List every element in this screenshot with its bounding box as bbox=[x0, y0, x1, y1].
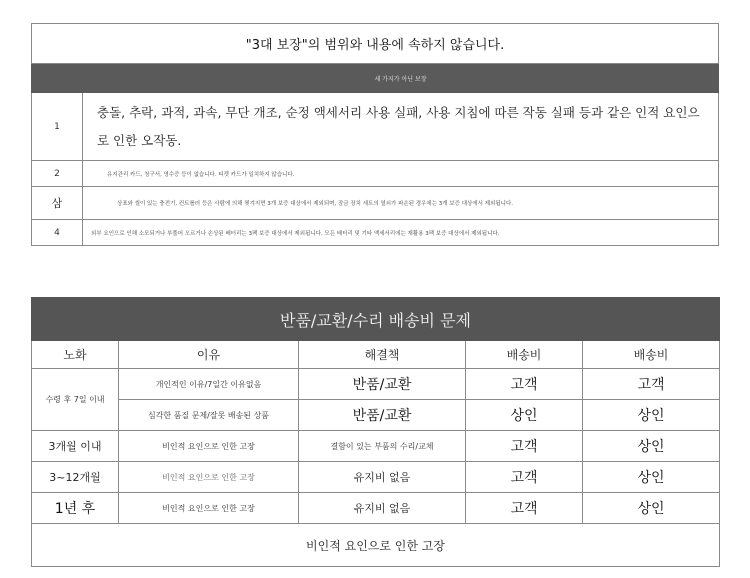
fee-cell: 고객 bbox=[466, 493, 583, 524]
table-title: "3대 보장"의 범위와 내용에 속하지 않습니다. bbox=[32, 24, 719, 64]
table-title-row bbox=[32, 24, 719, 64]
table-row bbox=[32, 431, 720, 462]
solution-cell: 반품/교환 bbox=[299, 400, 466, 431]
age-cell: 수령 후 7일 이내 bbox=[32, 369, 119, 431]
table-title-row bbox=[32, 298, 720, 341]
solution-cell: 반품/교환 bbox=[299, 369, 466, 400]
row-number: 2 bbox=[32, 161, 83, 187]
table-title: 반품/교환/수리 배송비 문제 bbox=[32, 298, 720, 341]
fee-cell: 상인 bbox=[583, 462, 720, 493]
age-cell: 3개월 이내 bbox=[32, 431, 119, 462]
table-row bbox=[32, 220, 719, 246]
solution-cell: 결함이 있는 부품의 수리/교체 bbox=[299, 431, 466, 462]
reason-cell: 심각한 품질 문제/잘못 배송된 상품 bbox=[119, 400, 299, 431]
table-row bbox=[32, 161, 719, 187]
reason-cell: 비인적 요인으로 인한 고장 bbox=[119, 462, 299, 493]
table-subheader-row bbox=[32, 64, 719, 93]
reason-cell: 비인적 요인으로 인한 고장 bbox=[119, 431, 299, 462]
table-row bbox=[32, 462, 720, 493]
table-row bbox=[32, 400, 720, 431]
solution-cell: 유지비 없음 bbox=[299, 493, 466, 524]
table-row bbox=[32, 369, 720, 400]
table-footer: 비인적 요인으로 인한 고장 bbox=[32, 524, 720, 567]
table-row bbox=[32, 493, 720, 524]
column-header-fee: 배송비 bbox=[466, 341, 583, 369]
column-header-age: 노화 bbox=[32, 341, 119, 369]
fee-cell: 상인 bbox=[583, 493, 720, 524]
row-number: 삼 bbox=[32, 187, 83, 220]
age-cell: 1년 후 bbox=[32, 493, 119, 524]
warranty-exclusions-table bbox=[31, 23, 719, 246]
shipping-fee-table bbox=[31, 297, 720, 567]
reason-cell: 비인적 요인으로 인한 고장 bbox=[119, 493, 299, 524]
subheader-blank bbox=[32, 64, 83, 93]
column-header-reason: 이유 bbox=[119, 341, 299, 369]
fee-cell: 고객 bbox=[583, 369, 720, 400]
row-number: 4 bbox=[32, 220, 83, 246]
column-header-fee: 배송비 bbox=[583, 341, 720, 369]
reason-cell: 개인적인 이유/7일간 이유없음 bbox=[119, 369, 299, 400]
row-text: 유지관리 카드, 청구서, 영수증 등이 없습니다. 티켓 카드가 일치하지 않습니다. bbox=[83, 161, 719, 187]
table-footer-row bbox=[32, 524, 720, 567]
fee-cell: 상인 bbox=[583, 400, 720, 431]
table-subheader: 세 가지가 아닌 보장 bbox=[83, 64, 719, 93]
row-text: 상표와 씰이 있는 충전기, 컨트롤러 등은 사람에 의해 찢겨지면 3개 보증 대상에서 제외되며, 잠금 장치 세트의 열쇠가 파손된 경우에는 3개 보증 대상에서 제외됩니다. bbox=[83, 187, 719, 220]
column-header-row bbox=[32, 341, 720, 369]
fee-cell: 고객 bbox=[466, 369, 583, 400]
solution-cell: 유지비 없음 bbox=[299, 462, 466, 493]
column-header-solution: 해결책 bbox=[299, 341, 466, 369]
fee-cell: 고객 bbox=[466, 462, 583, 493]
fee-cell: 고객 bbox=[466, 431, 583, 462]
table-row bbox=[32, 187, 719, 220]
row-text: 충돌, 추락, 과적, 과속, 무단 개조, 순정 액세서리 사용 실패, 사용 지침에 따른 작동 실패 등과 같은 인적 요인으로 인한 오작동. bbox=[83, 93, 719, 161]
age-cell: 3~12개월 bbox=[32, 462, 119, 493]
fee-cell: 상인 bbox=[583, 431, 720, 462]
table-row bbox=[32, 93, 719, 161]
row-text: 외부 요인으로 인해 소모되거나 부풀어 오르거나 손상된 배터리는 3팩 보증 대상에서 제외됩니다. 모든 배터리 및 기타 액세서리에는 재활용 3팩 보증 대상에서 제외됩니다. bbox=[83, 220, 719, 246]
row-number: 1 bbox=[32, 93, 83, 161]
fee-cell: 상인 bbox=[466, 400, 583, 431]
